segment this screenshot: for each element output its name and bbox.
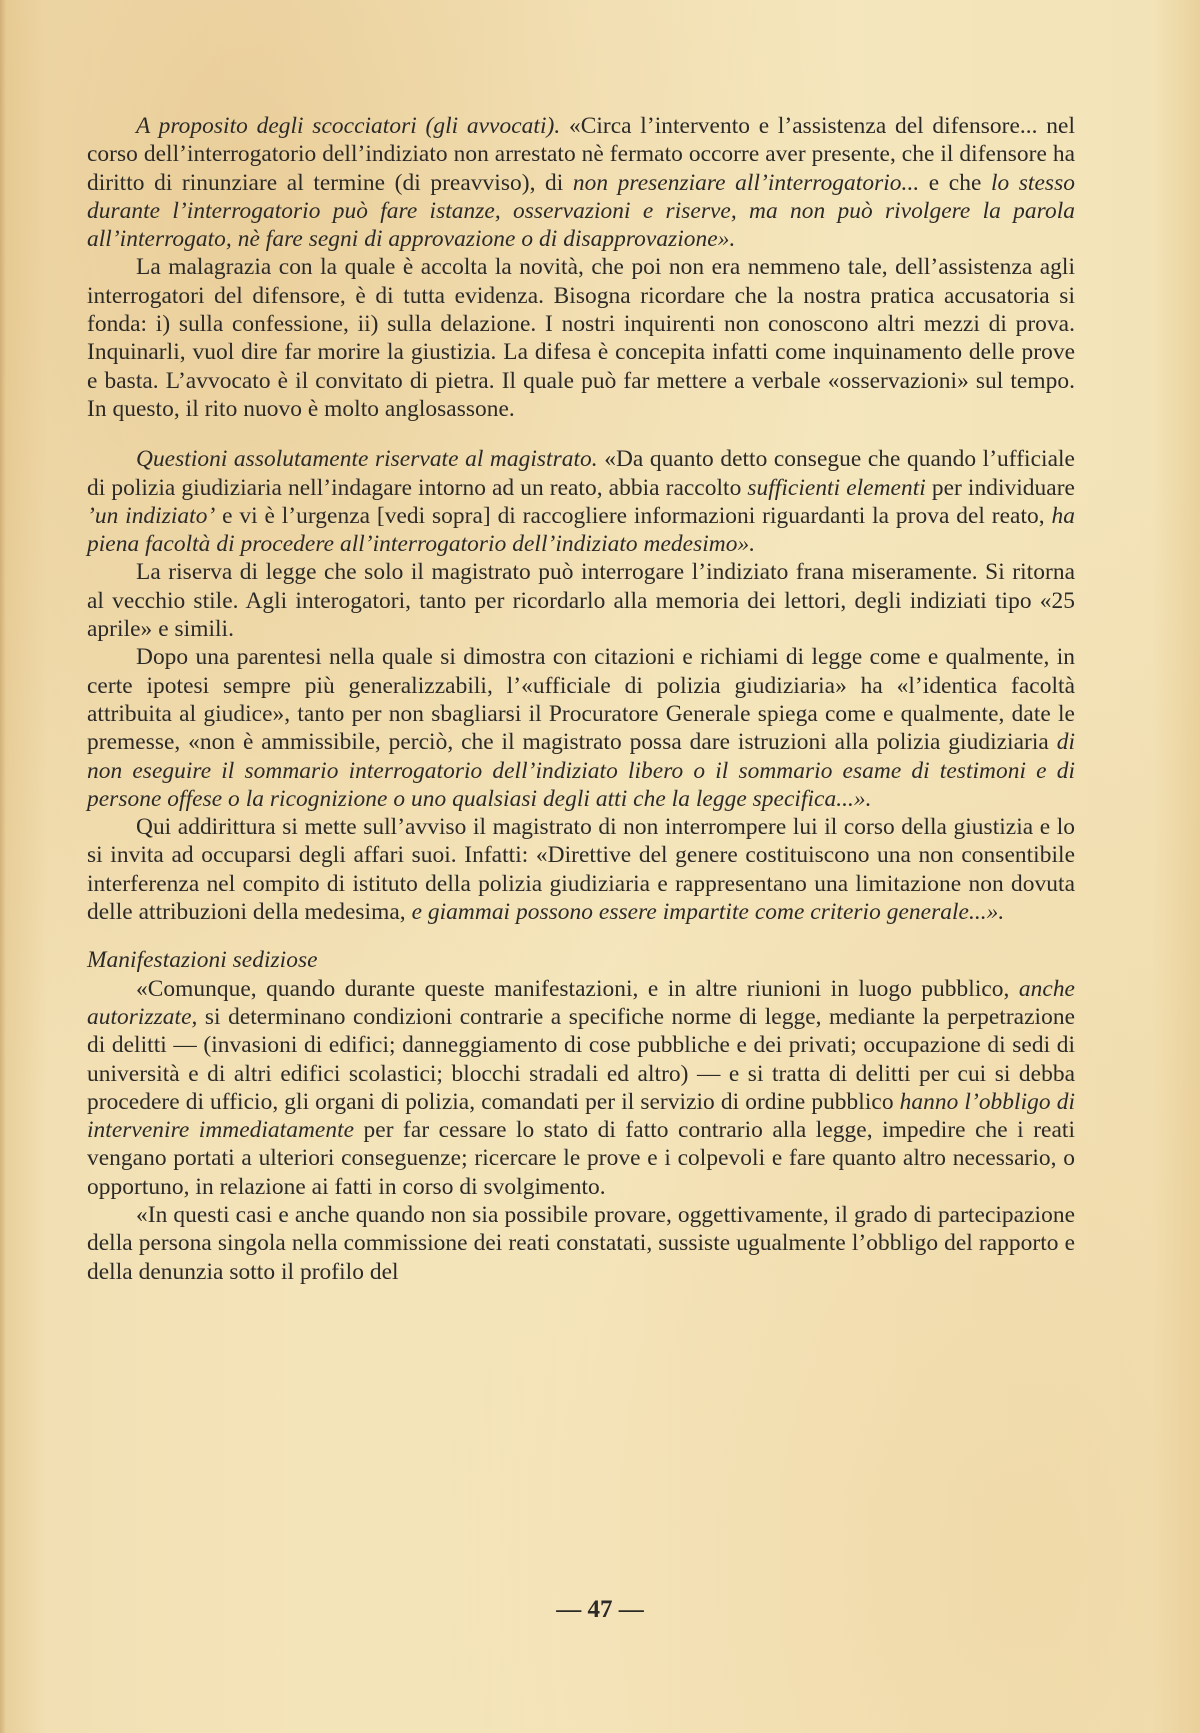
italic-text-run: hanno l’obbligo di intervenire immediatamente [87,1088,1075,1144]
italic-text-run: non presenziare all’interrogatorio... [572,169,920,196]
italic-text-run: Questioni assolutamente riservate al magistrato. [136,446,598,473]
text-run: La malagrazia con la quale è accolta la novità, che poi non era nemmeno tale, dell’assistenza agli interrogatori del difensore, è di tutta evidenza. Bisogna ricordare che la nostra pratica accusatoria si fonda: i) sulla confessione, ii) sulla delazione. I nostri inquirenti non conoscono altri mezzi di prova. Inquinarli, vuol dire far morire la giustizia. La difesa è concepita infatti come inquinamento delle prove e basta. L’avvocato è il convitato di pietra. Il quale può far mettere a verbale «osservazioni» sul tempo. In questo, il rito nuovo è molto anglosassone. [87,254,1075,422]
italic-text-run: A proposito degli scocciatori (gli avvocati). [136,113,561,139]
italic-text-run: anche autorizzate, [87,975,1075,1030]
italic-text-run: ha piena facoltà di procedere all’interrogatorio dell’indiziato medesimo». [87,502,1075,558]
paragraph-comunque [87,975,1075,1201]
text-run: Dopo una parentesi nella quale si dimostra con citazioni e richiami di legge come e qualmente, in certe ipotesi sempre più generalizzabili, l’«ufficiale di polizia giudiziaria» ha «l’identica facoltà attribuita al giudice», tanto per non sbagliarsi il Procuratore Generale spiega come e qualmente, date le premesse, «non è ammissibile, perciò, che il magistrato possa dare istruzioni alla polizia giudiziaria [87,644,1075,756]
text-run: «In questi casi e anche quando non sia possibile provare, oggettivamente, il grado di partecipazione della persona singola nella commissione dei reati constatati, sussiste ugualmente l’obbligo del rapporto e della denunzia sotto il profilo del [87,1201,1075,1285]
paragraph-manifestazioni-heading [87,946,1075,974]
italic-text-run: Manifestazioni sediziose [87,947,318,974]
text-run: «Comunque, quando durante queste manifestazioni, e in altre riunioni in luogo pubblico, [136,975,1019,1002]
text-run: per individuare [925,474,1075,501]
text-run: «Circa l’intervento e l’assistenza del difensore... nel corso dell’interrogatorio dell’indiziato non arrestato nè fermato occorre aver presente, che il difensore ha diritto di rinunziare al termine (di preavviso), di [87,113,1076,196]
text-run: per far cessare lo stato di fatto contrario alla legge, impedire che i reati vengano portati a ulteriori conseguenze; ricercare le prove e i colpevoli e fare quanto altro necessario, o opportuno, in relazione ai fatti in corso di svolgimento. [87,1117,1075,1200]
italic-text-run: e giammai possono essere impartite come criterio generale...». [411,899,1005,926]
text-run: si determinano condizioni contrarie a specifiche norme di legge, mediante la perpetrazione di delitti — (invasioni di edifici; danneggiamento di cose pubbliche e dei privati; occupazione di sedi di università e di altri edifici scolastici; blocchi stradali ed altro) — e si tratta di delitti per cui si debba procedere di ufficio, gli organi di polizia, comandati per il servizio di ordine pubblico [87,1003,1075,1115]
text-run: e che [919,169,991,196]
paragraph-avvocati-quote [87,112,1075,253]
paragraph-dopo-una-parentesi [87,643,1075,813]
paragraph-riserva-di-legge [87,558,1075,643]
page-number: — 47 — [556,1596,644,1623]
text-run: «Da quanto detto consegue che quando l’ufficiale di polizia giudiziaria nell’indagare intorno ad un reato, abbia raccolto [87,446,1075,501]
text-run: e vi è l’urgenza [vedi sopra] di raccogliere informazioni riguardanti la prova del reato, [215,502,1052,529]
italic-text-run: lo stesso durante l’interrogatorio può fare istanze, osservazioni e riserve, ma non può rivolgere la parola all’interrogato, nè fare segni di approvazione o di disapprovazione». [87,169,1075,253]
text-run: La riserva di legge che solo il magistrato può interrogare l’indiziato frana miseramente. Si ritorna al vecchio stile. Agli interogatori, tanto per ricordarlo alla memoria dei lettori, degli indiziati tipo «25 aprile» e simili. [87,559,1075,643]
paragraph-in-questi-casi [87,1201,1075,1286]
body-text [87,112,1075,1286]
paragraph-qui-addirittura [87,813,1075,926]
italic-text-run: di non eseguire il sommario interrogatorio dell’indiziato libero o il sommario esame di testimoni e di persone offese o la ricognizione o uno qualsiasi degli atti che la legge specifica...». [87,729,1075,812]
paragraph-malagrazia [87,253,1075,423]
italic-text-run: sufficienti elementi [747,474,926,501]
italic-text-run: ’un indiziato’ [87,502,216,529]
paragraph-questioni-riservate [87,445,1075,558]
text-run: Qui addirittura si mette sull’avviso il magistrato di non interrompere lui il corso della giustizia e lo si invita ad occuparsi degli affari suoi. Infatti: «Direttive del genere costituiscono una non consentibile interferenza nel compito di istituto della polizia giudiziaria e rappresentano una limitazione non dovuta delle attribuzioni della medesima, [87,814,1075,926]
